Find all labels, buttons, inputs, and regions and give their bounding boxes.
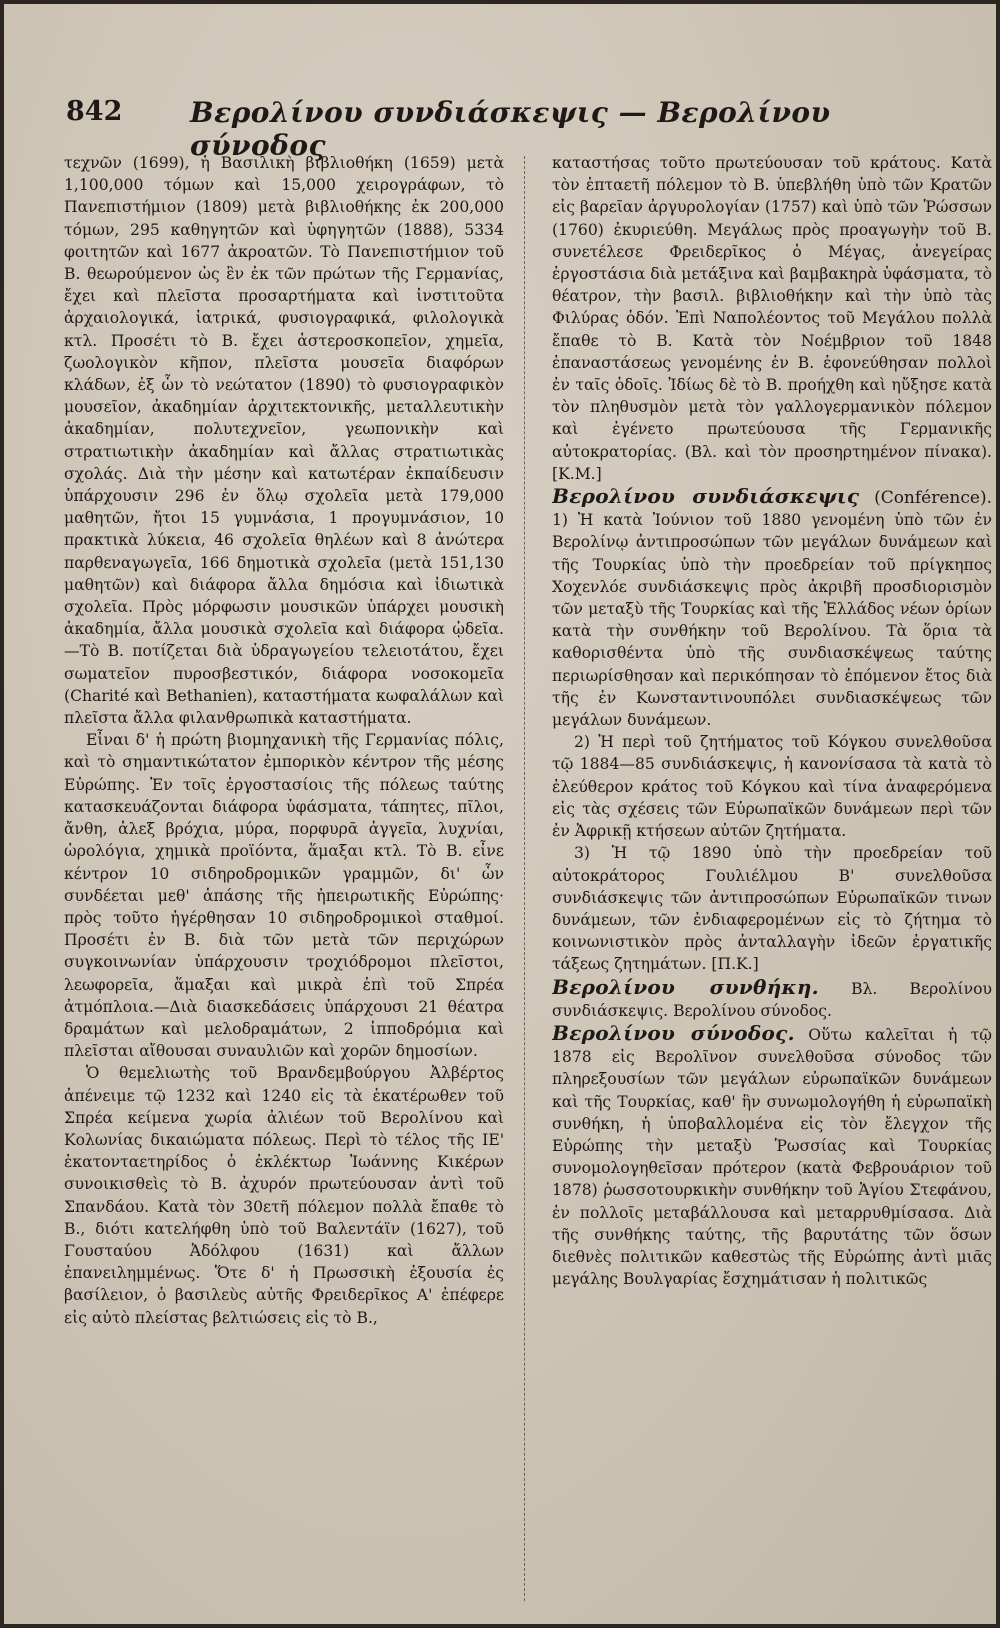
paragraph-history-continued: καταστήσας τοῦτο πρωτεύουσαν τοῦ κράτους. Κατὰ τὸν ἑπταετῆ πόλεμον τὸ Β. ὑπεβλήθη ὑπὸ τῶν Κρατῶν εἰς βαρεῖαν ἀργυρολογίαν (1757) καὶ ὑπὸ τῶν Ῥώσσων (1760) ἐκυριεύθη. Μεγάλως πρὸς προαγωγὴν τοῦ Β. συνετέλεσε Φρειδερῖκος ὁ Μέγας, ἀνεγείρας ἐργοστάσια διὰ μετάξινα καὶ βαμβακηρὰ ὑφάσματα, τὸ θέατρον, τὴν βασιλ. βιβλιοθήκην καὶ τὴν ὑπὸ τὰς Φιλύρας ὁδόν. Ἐπὶ Ναπολέοντος τοῦ Μεγάλου πολλὰ ἔπαθε τὸ Β. Κατὰ τὸν Νοέμβριον τοῦ 1848 ἐπαναστάσεως γενομένης ἐν Β. ἐφονεύθησαν πολλοὶ ἐν ταῖς ὁδοῖς. Ἰδίως δὲ τὸ Β. προήχθη καὶ ηὔξησε κατὰ τὸν πληθυσμὸν μετὰ τὸν γαλλογερμανικὸν πόλεμον καὶ ἐγένετο πρωτεύουσα τῆς Γερμανικῆς αὐτοκρατορίας. (Βλ. καὶ τὸν προσηρτημένον πίνακα). [Κ.Μ.] — [552, 154, 992, 483]
left-column — [64, 152, 504, 1612]
page-number: 842 — [66, 96, 123, 127]
book-page — [4, 4, 996, 1624]
entry-synod-text: Οὕτω καλεῖται ἡ τῷ 1878 εἰς Βερολῖνον συνελθοῦσα σύνοδος τῶν πληρεξουσίων τῶν μεγάλων εὐρωπαϊκῶν δυνάμεων καὶ τῆς Τουρκίας, καθ' ἣν συνωμολογήθη ἡ εὐρωπαϊκὴ συνθήκη, ἡ ὑποβαλλομένα εἰς τὸν ἔλεγχον τῆς Εὐρώπης τὴν μεταξὺ Ῥωσσίας καὶ Τουρκίας συνομολογηθεῖσαν πρότερον (κατὰ Φεβρουάριον τοῦ 1878) ῥωσσοτουρκικὴν συνθήκην τοῦ Ἁγίου Στεφάνου, ἐν πολλοῖς μεταβάλλουσα καὶ μεταρρυθμίσασα. Διὰ τῆς συνθήκης ταύτης, τῆς βαρυτάτης τῶν ὅσων διεθνὲς πολιτικῶν καθεστὼς τῆς Εὐρώπης ἀντὶ μιᾶς μεγάλης Βουλγαρίας ἔσχημάτισαν ἡ πολιτικῶς — [552, 1025, 992, 1289]
entry-conference-subtitle: (Conférence). — [874, 488, 992, 509]
entry-synod-title: Βερολίνου σύνοδος. — [552, 1020, 795, 1045]
paragraph-history: Ὁ θεμελιωτὴς τοῦ Βρανδεμβούργου Ἀλβέρτος ἀπένειμε τῷ 1232 καὶ 1240 εἰς τὰ ἑκατέρωθεν τοῦ Σπρέα κείμενα χωρία ἀλιέων τοῦ Βερολίνου καὶ Κολωνίας δικαιώματα πόλεως. Περὶ τὸ τέλος τῆς ΙΕ' ἑκατονταετηρίδος ὁ ἐκλέκτωρ Ἰωάννης Κικέρων συνοικισθεὶς τὸ Β. ἀχυρόν πρωτεύουσαν ἀντὶ τοῦ Σπανδάου. Κατὰ τὸν 30ετῆ πόλεμον πολλὰ ἔπαθε τὸ Β., διότι κατελήφθη ὑπὸ τοῦ Βαλεντάϊν (1627), τοῦ Γουσταύου Ἀδόλφου (1631) καὶ ἄλλων ἐπανειλημμένως. Ὅτε δ' ἡ Πρωσσικὴ ἐξουσία ἐς βασίλειον, ὁ βασιλεὺς αὐτῆς Φρειδερῖκος Α' ἐπέφερε εἰς αὐτὸ πλείστας βελτιώσεις εἰς τὸ Β., — [64, 1064, 504, 1327]
column-divider — [524, 156, 525, 1601]
entry-treaty — [552, 976, 992, 1022]
entry-conference — [552, 485, 992, 731]
entry-conference-item-2: 2) Ἡ περὶ τοῦ ζητήματος τοῦ Κόγκου συνελθοῦσα τῷ 1884—85 συνδιάσκεψις, ἡ κανονίσασα τὰ κατὰ τὸ ἐλεύθερον κράτος τοῦ Κόγκου καὶ τίνα ἀναφερόμενα εἰς τὰς σχέσεις τῶν Εὐρωπαϊκῶν δυνάμεων περὶ τῶν ἐν Ἀφρικῇ κτήσεων αὐτῶν ζητήματα. — [552, 733, 992, 841]
paragraph-industry: Εἶναι δ' ἡ πρώτη βιομηχανικὴ τῆς Γερμανίας πόλις, καὶ τὸ σημαντικώτατον ἐμπορικὸν κέντρον τῆς μέσης Εὐρώπης. Ἐν τοῖς ἐργοστασίοις τῆς πόλεως ταύτης κατασκευάζονται διάφορα ὑφάσματα, τάπητες, πῖλοι, ἄνθη, ἀλεξ βρόχια, μύρα, πορφυρᾶ ἀγγεῖα, λυχνίαι, ὡρολόγια, χημικὰ προϊόντα, ἅμαξαι κτλ. Τὸ Β. εἶνε κέντρον 10 σιδηροδρομικῶν γραμμῶν, δι' ὧν συνδέεται μεθ' ἁπάσης τῆς ἠπειρωτικῆς Εὐρώπης· πρὸς τοῦτο ἠγέρθησαν 10 σιδηροδρομικοὶ σταθμοί. Προσέτι ἐν Β. διὰ τῶν μετὰ τῶν περιχώρων συγκοινωνίαν ὑπάρχουσιν τροχιόδρομοι πλεῖστοι, λεωφορεῖα, ἅμαξαι καὶ μικρὰ ἐπὶ τοῦ Σπρέα ἀτμόπλοια.—Διὰ διασκεδάσεις ὑπάρχουσι 21 θέατρα δραμάτων καὶ μελοδραμάτων, 2 ἱπποδρόμια καὶ πλεῖσται αἴθουσαι συναυλιῶν καὶ χορῶν δημοσίων. — [64, 731, 504, 1061]
entry-conference-text-1: 1) Ἡ κατὰ Ἰούνιον τοῦ 1880 γενομένη ὑπὸ τῶν ἐν Βερολίνῳ ἀντιπροσώπων τῶν μεγάλων δυνάμεων καὶ τῆς Τουρκίας ὑπὸ τὴν προεδρείαν τοῦ πρίγκηπος Χοχενλόε συνδιάσκεψις πρὸς ἀκριβῆ προσδιορισμὸν τῶν μεταξὺ τῆς Τουρκίας καὶ τῆς Ἑλλάδος νέων ὁρίων κατὰ τὴν συνθήκην τοῦ Βερολίνου. Τὰ ὅρια τὰ καθορισθέντα ὑπὸ τῆς συνδιασκέψεως ταύτης περιωρίσθησαν καὶ περικόπησαν τὸ ἐπόμενον ἔτος διὰ τῆς ἐν Κωνσταντινουπόλει συνδιασκέψεως τῶν μεγάλων δυνάμεων. — [552, 511, 992, 730]
entry-conference-item-3: 3) Ἡ τῷ 1890 ὑπὸ τὴν προεδρείαν τοῦ αὐτοκράτορος Γουλιέλμου Β' συνελθοῦσα συνδιάσκεψις τῶν ἀντιπροσώπων Εὐρωπαϊκῶν τινων δυνάμεων, τῶν ἐνδιαφερομένων εἰς τὸ ζήτημα τὸ κοινωνιστικὸν πρὸς ἀνταλλαγὴν ἰδεῶν ἐργατικῆς τάξεως ζητημάτων. [Π.Κ.] — [552, 844, 992, 974]
entry-synod — [552, 1022, 992, 1290]
paragraph-university: τεχνῶν (1699), ἡ Βασιλικὴ βιβλιοθήκη (1659) μετὰ 1,100,000 τόμων καὶ 15,000 χειρογράφων, τὸ Πανεπιστήμιον (1809) μετὰ βιβλιοθήκης ἐκ 200,000 τόμων, 295 καθηγητῶν καὶ ὑφηγητῶν (1888), 5334 φοιτητῶν καὶ 1677 ἀκροατῶν. Τὸ Πανεπιστήμιον τοῦ Β. θεωρούμενον ὡς ἓν ἐκ τῶν πρώτων τῆς Γερμανίας, ἔχει καὶ πλεῖστα προσαρτήματα καὶ ἰνστιτοῦτα ἀρχαιολογικά, ἰατρικά, φυσιογραφικά, φιλολογικὰ κτλ. Προσέτι τὸ Β. ἔχει ἀστεροσκοπεῖον, χημεῖα, ζωολογικὸν κῆπον, πλεῖστα μουσεῖα διαφόρων κλάδων, ἐξ ὧν τὸ νεώτατον (1890) τὸ φυσιογραφικὸν μουσεῖον, ἀκαδημίαν ἀρχιτεκτονικῆς, μεταλλευτικὴν ἀκαδημίαν, πολυτεχνεῖον, γεωπονικὴν καὶ στρατιωτικὴν ἀκαδημίαν καὶ ἄλλας στρατιωτικὰς σχολάς. Διὰ τὴν μέσην καὶ κατωτέραν ἐκπαίδευσιν ὑπάρχουσιν 296 ἐν ὅλῳ σχολεῖα μετὰ 179,000 μαθητῶν, ἤτοι 15 γυμνάσια, 1 προγυμνάσιον, 10 πρακτικὰ λύκεια, 46 σχολεῖα θηλέων καὶ 8 ἀνώτερα παρθεναγωγεῖα, 166 δημοτικὰ σχολεῖα (μετὰ 151,130 μαθητῶν) καὶ διάφορα ἄλλα δημόσια καὶ ἰδιωτικὰ σχολεῖα. Πρὸς μόρφωσιν μουσικῶν ὑπάρχει μουσικὴ ἀκαδημία, ἄλλα μουσικὰ σχολεῖα καὶ διάφορα ᾠδεῖα.—Τὸ Β. ποτίζεται διὰ ὑδραγωγείου τελειοτάτου, ἔχει σωματεῖον πυροσβεστικόν, διάφορα νοσοκομεῖα (Charité καὶ Bethanien), καταστήματα κωφαλάλων καὶ πλεῖστα ἄλλα φιλανθρωπικὰ καταστήματα. — [64, 154, 504, 728]
entry-treaty-text: Βλ. Βερολίνου συνδιάσκεψις. Βερολίνου σύνοδος. — [552, 979, 992, 1020]
entry-conference-title: Βερολίνου συνδιάσκεψις — [552, 484, 860, 509]
running-head: Βερολίνου συνδιάσκεψις — Βερολίνου σύνοδος — [190, 96, 831, 162]
entry-treaty-title: Βερολίνου συνθήκη. — [552, 974, 819, 999]
right-column — [552, 152, 992, 1612]
page-header — [60, 96, 960, 162]
